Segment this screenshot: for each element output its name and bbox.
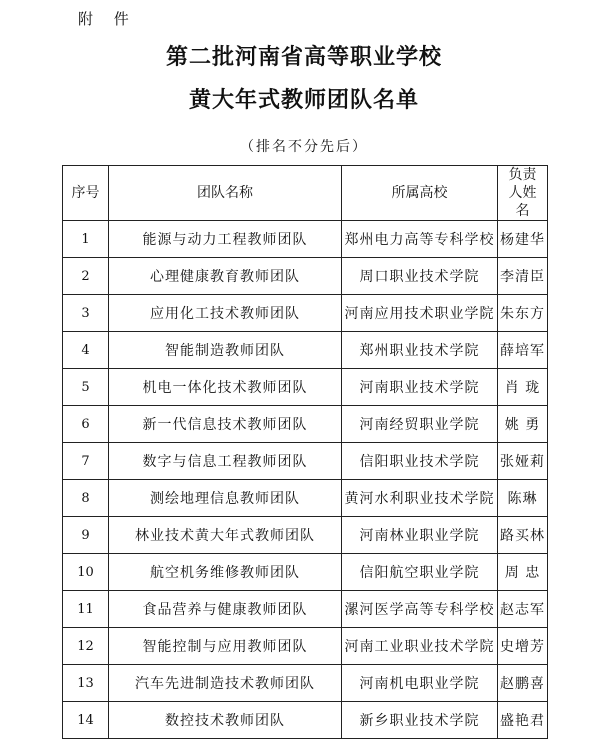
row-leader: 史增芳 bbox=[498, 628, 548, 665]
row-index: 8 bbox=[63, 480, 109, 517]
row-college: 河南机电职业学院 bbox=[342, 665, 498, 702]
header-college: 所属高校 bbox=[342, 166, 498, 221]
row-index: 10 bbox=[63, 554, 109, 591]
row-team-name: 新一代信息技术教师团队 bbox=[109, 406, 342, 443]
ranking-note: （排名不分先后） bbox=[240, 139, 368, 155]
row-college: 黄河水利职业技术学院 bbox=[342, 480, 498, 517]
row-leader: 盛艳君 bbox=[498, 702, 548, 739]
row-team-name: 测绘地理信息教师团队 bbox=[109, 480, 342, 517]
row-college: 周口职业技术学院 bbox=[342, 258, 498, 295]
table-row bbox=[63, 480, 548, 517]
row-leader: 张娅莉 bbox=[498, 443, 548, 480]
table-row bbox=[63, 221, 548, 258]
row-index: 14 bbox=[63, 702, 109, 739]
attachment-label: 附 件 bbox=[78, 10, 137, 28]
row-index: 4 bbox=[63, 332, 109, 369]
row-index: 11 bbox=[63, 591, 109, 628]
table-row bbox=[63, 554, 548, 591]
row-college: 河南林业职业学院 bbox=[342, 517, 498, 554]
row-leader: 路买林 bbox=[498, 517, 548, 554]
row-index: 6 bbox=[63, 406, 109, 443]
row-index: 5 bbox=[63, 369, 109, 406]
table-row bbox=[63, 369, 548, 406]
row-team-name: 智能制造教师团队 bbox=[109, 332, 342, 369]
row-leader: 肖 珑 bbox=[498, 369, 548, 406]
row-team-name: 心理健康教育教师团队 bbox=[109, 258, 342, 295]
row-leader: 李清臣 bbox=[498, 258, 548, 295]
row-index: 7 bbox=[63, 443, 109, 480]
table-row bbox=[63, 665, 548, 702]
header-index: 序号 bbox=[63, 166, 109, 221]
table-row bbox=[63, 332, 548, 369]
row-team-name: 智能控制与应用教师团队 bbox=[109, 628, 342, 665]
row-team-name: 数控技术教师团队 bbox=[109, 702, 342, 739]
row-leader: 赵志军 bbox=[498, 591, 548, 628]
row-team-name: 能源与动力工程教师团队 bbox=[109, 221, 342, 258]
row-index: 9 bbox=[63, 517, 109, 554]
row-leader: 陈琳 bbox=[498, 480, 548, 517]
row-college: 信阳航空职业学院 bbox=[342, 554, 498, 591]
row-team-name: 应用化工技术教师团队 bbox=[109, 295, 342, 332]
row-index: 1 bbox=[63, 221, 109, 258]
table-row bbox=[63, 295, 548, 332]
table-body bbox=[63, 221, 548, 739]
row-leader: 薛培军 bbox=[498, 332, 548, 369]
row-leader: 周 忠 bbox=[498, 554, 548, 591]
table-row bbox=[63, 443, 548, 480]
row-team-name: 林业技术黄大年式教师团队 bbox=[109, 517, 342, 554]
document-title-line-2: 黄大年式教师团队名单 bbox=[188, 87, 419, 113]
header-team-name: 团队名称 bbox=[109, 166, 342, 221]
row-team-name: 机电一体化技术教师团队 bbox=[109, 369, 342, 406]
row-team-name: 汽车先进制造技术教师团队 bbox=[109, 665, 342, 702]
row-team-name: 数字与信息工程教师团队 bbox=[109, 443, 342, 480]
row-college: 郑州电力高等专科学校 bbox=[342, 221, 498, 258]
table-row bbox=[63, 591, 548, 628]
table-row bbox=[63, 406, 548, 443]
row-team-name: 食品营养与健康教师团队 bbox=[109, 591, 342, 628]
row-team-name: 航空机务维修教师团队 bbox=[109, 554, 342, 591]
row-college: 漯河医学高等专科学校 bbox=[342, 591, 498, 628]
row-college: 河南应用技术职业学院 bbox=[342, 295, 498, 332]
row-leader: 姚 勇 bbox=[498, 406, 548, 443]
row-index: 12 bbox=[63, 628, 109, 665]
table-row bbox=[63, 702, 548, 739]
table-row bbox=[63, 628, 548, 665]
row-leader: 杨建华 bbox=[498, 221, 548, 258]
table-header bbox=[63, 166, 548, 221]
row-leader: 朱东方 bbox=[498, 295, 548, 332]
row-college: 河南工业职业技术学院 bbox=[342, 628, 498, 665]
row-college: 新乡职业技术学院 bbox=[342, 702, 498, 739]
header-row bbox=[63, 166, 548, 221]
table-row bbox=[63, 258, 548, 295]
row-college: 信阳职业技术学院 bbox=[342, 443, 498, 480]
row-index: 3 bbox=[63, 295, 109, 332]
row-college: 郑州职业技术学院 bbox=[342, 332, 498, 369]
team-roster-table bbox=[62, 165, 548, 739]
row-index: 2 bbox=[63, 258, 109, 295]
row-college: 河南经贸职业学院 bbox=[342, 406, 498, 443]
row-index: 13 bbox=[63, 665, 109, 702]
row-leader: 赵鹏喜 bbox=[498, 665, 548, 702]
header-leader: 负责人姓名 bbox=[498, 166, 548, 221]
row-college: 河南职业技术学院 bbox=[342, 369, 498, 406]
table-row bbox=[63, 517, 548, 554]
document-title-line-1: 第二批河南省高等职业学校 bbox=[165, 44, 442, 70]
